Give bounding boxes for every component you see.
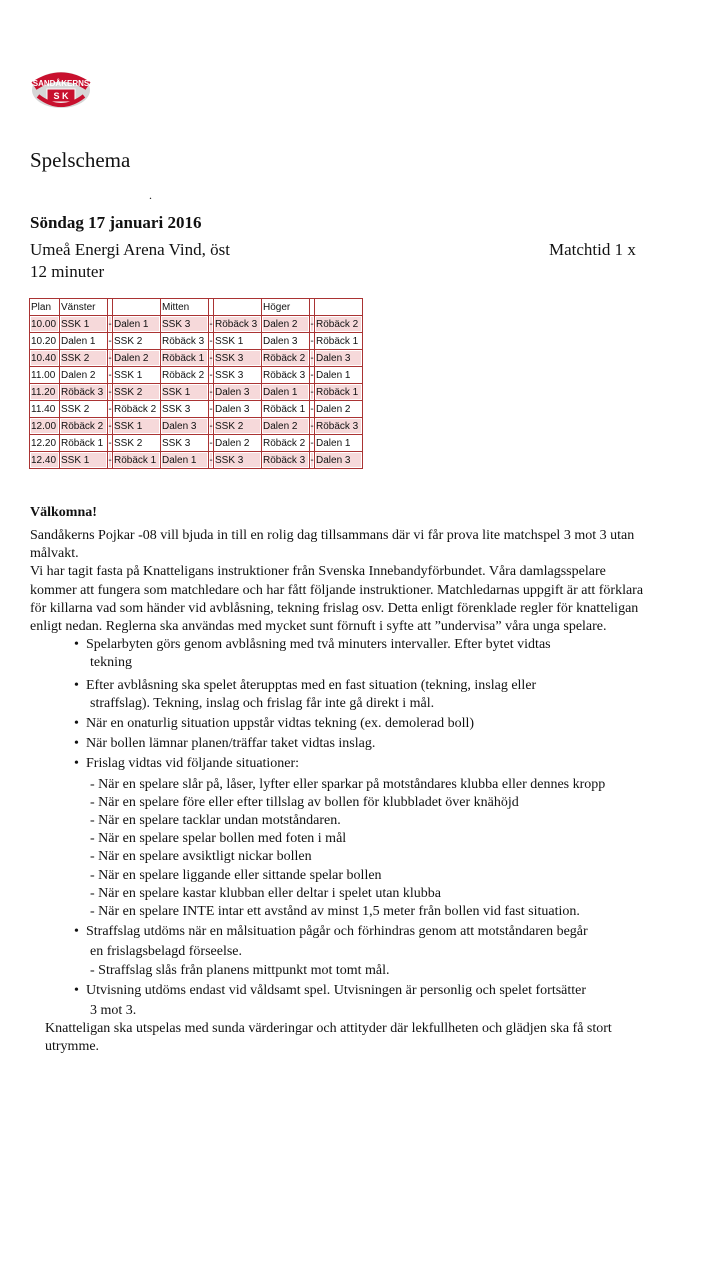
schedule-team-cell: Dalen 2: [262, 316, 310, 333]
schedule-team-cell: Röbäck 2: [60, 418, 108, 435]
schedule-team-cell: SSK 2: [214, 418, 262, 435]
bullet-icon: •: [74, 677, 79, 693]
schedule-dash-cell: -: [108, 367, 113, 384]
schedule-team-cell: Röbäck 1: [60, 435, 108, 452]
schedule-row: [30, 333, 363, 350]
bullet-icon: •: [74, 756, 79, 772]
bullet-icon: •: [74, 736, 79, 752]
schedule-time-cell: 10.40: [30, 350, 60, 367]
schedule-team-cell: SSK 1: [161, 384, 209, 401]
schedule-row: [30, 452, 363, 469]
schedule-team-cell: Dalen 1: [113, 316, 161, 333]
schedule-header-cell: [113, 299, 161, 316]
schedule-team-cell: Röbäck 3: [262, 367, 310, 384]
rules-text: [30, 527, 650, 1057]
schedule-dash-cell: -: [310, 401, 315, 418]
frislag-item: - När en spelare spelar bollen med foten i mål: [90, 831, 347, 847]
rule-item: • Frislag vidtas vid följande situationer: - När en spelare slår på, låser, lyfter eller sparkar på motståndares klubba eller dennes kropp - När en spelare före eller efter tillslag av bollen för klubbladet över knähöjd - När en spelare tacklar undan motståndaren. - När en spelare spelar bollen med foten i mål - När en spelare avsiktligt nickar bollen - När en spelare liggande eller sittande spelar bollen - När en spelare kastar klubban eller deltar i spelet utan klubba - När en spelare INTE intar ett avstånd av minst 1,5 meter från bollen vid fast situation.: [30, 755, 650, 921]
schedule-team-cell: SSK 3: [214, 452, 262, 469]
schedule-dash-cell: -: [108, 435, 113, 452]
schedule-dash-cell: -: [108, 452, 113, 469]
schedule-team-cell: SSK 3: [214, 350, 262, 367]
match-time-minutes: 12 minuter: [30, 262, 105, 281]
schedule-team-cell: Röbäck 3: [161, 333, 209, 350]
frislag-list: [90, 776, 650, 922]
match-time-label: Matchtid 1 x: [549, 240, 636, 259]
schedule-header-cell: Höger: [262, 299, 310, 316]
schedule-dash-cell: -: [209, 367, 214, 384]
schedule-team-cell: SSK 1: [60, 452, 108, 469]
schedule-team-cell: SSK 1: [113, 418, 161, 435]
schedule-header-cell: [214, 299, 262, 316]
schedule-team-cell: Röbäck 1: [262, 401, 310, 418]
rule-item: • Utvisning utdöms endast vid våldsamt spel. Utvisningen är personlig och spelet fortsätter 3 mot 3.: [74, 982, 587, 1019]
schedule-team-cell: Dalen 1: [262, 384, 310, 401]
rule-item: • När bollen lämnar planen/träffar taket vidtas inslag.: [30, 735, 650, 753]
rule-item: • Efter avblåsning ska spelet återupptas med en fast situation (tekning, inslag eller straffslag). Tekning, inslag och frislag får inte gå direkt i mål.: [74, 677, 537, 711]
frislag-item: - När en spelare liggande eller sittande spelar bollen: [90, 867, 382, 883]
schedule-dash-cell: -: [310, 384, 315, 401]
schedule-dash-cell: -: [108, 333, 113, 350]
schedule-team-cell: Röbäck 3: [214, 316, 262, 333]
frislag-item: - När en spelare INTE intar ett avstånd av minst 1,5 meter från bollen vid fast situation.: [90, 904, 580, 920]
schedule-team-cell: Dalen 2: [113, 350, 161, 367]
schedule-row: [30, 401, 363, 418]
schedule-team-cell: SSK 3: [161, 401, 209, 418]
schedule-team-cell: Röbäck 3: [315, 418, 363, 435]
frislag-item: - När en spelare kastar klubban eller deltar i spelet utan klubba: [90, 885, 442, 901]
schedule-dash-cell: -: [310, 333, 315, 350]
bullet-icon: •: [74, 982, 79, 998]
schedule-dash-cell: -: [209, 316, 214, 333]
frislag-item: - När en spelare tacklar undan motståndaren.: [90, 813, 341, 829]
schedule-dash-cell: -: [209, 452, 214, 469]
schedule-dash-cell: -: [209, 333, 214, 350]
frislag-item: - När en spelare avsiktligt nickar bollen: [90, 849, 312, 865]
schedule-dash-cell: -: [209, 401, 214, 418]
schedule-team-cell: Dalen 3: [214, 384, 262, 401]
rule-item: • Straffslag utdöms när en målsituation pågår och förhindras genom att motståndaren begår en frislagsbelagd förseelse. - Straffslag slås från planens mittpunkt mot tomt mål.: [74, 924, 588, 978]
schedule-time-cell: 12.40: [30, 452, 60, 469]
bullet-icon: •: [74, 924, 79, 940]
schedule-team-cell: Dalen 1: [315, 367, 363, 384]
schedule-header-cell: [315, 299, 363, 316]
schedule-team-cell: SSK 2: [60, 350, 108, 367]
schedule-dash-cell: -: [108, 401, 113, 418]
schedule-dash-cell: -: [209, 350, 214, 367]
schedule-team-cell: Röbäck 1: [113, 452, 161, 469]
club-logo: [30, 66, 92, 112]
schedule-team-cell: Dalen 2: [60, 367, 108, 384]
schedule-team-cell: SSK 1: [113, 367, 161, 384]
schedule-team-cell: SSK 2: [113, 384, 161, 401]
schedule-time-cell: 12.20: [30, 435, 60, 452]
schedule-team-cell: SSK 1: [60, 316, 108, 333]
schedule-time-cell: 11.20: [30, 384, 60, 401]
event-date: Söndag 17 januari 2016: [30, 213, 202, 232]
schedule-team-cell: Dalen 2: [315, 401, 363, 418]
schedule-time-cell: 12.00: [30, 418, 60, 435]
schedule-header-cell: Mitten: [161, 299, 209, 316]
schedule-team-cell: Röbäck 1: [161, 350, 209, 367]
schedule-header-row: [30, 299, 363, 316]
frislag-item: - När en spelare slår på, låser, lyfter eller sparkar på motståndares klubba eller dennes kropp: [90, 776, 606, 792]
schedule-team-cell: Röbäck 1: [315, 384, 363, 401]
schedule-team-cell: SSK 2: [113, 435, 161, 452]
frislag-item: - När en spelare före eller efter tillslag av bollen för klubbladet över knähöjd: [90, 794, 519, 810]
rule-item: • Spelarbyten görs genom avblåsning med två minuters intervaller. Efter bytet vidtas tekning: [74, 637, 551, 671]
schedule-team-cell: Röbäck 2: [113, 401, 161, 418]
schedule-team-cell: Dalen 1: [60, 333, 108, 350]
schedule-header-cell: Vänster: [60, 299, 108, 316]
intro-paragraph: Sandåkerns Pojkar -08 vill bjuda in till en rolig dag tillsammans där vi får prova lite matchspel 3 mot 3 utan målvakt.: [30, 528, 635, 562]
bullet-icon: •: [74, 637, 79, 653]
schedule-dash-cell: -: [310, 316, 315, 333]
logo-top-text: SANDÅKERNS: [32, 79, 90, 88]
rules-list: [30, 636, 650, 1020]
schedule-team-cell: SSK 1: [214, 333, 262, 350]
rule-item: • När en onaturlig situation uppstår vidtas tekning (ex. demolerad boll): [30, 715, 650, 733]
schedule-row: [30, 418, 363, 435]
schedule-team-cell: SSK 2: [113, 333, 161, 350]
schedule-dash-cell: -: [108, 350, 113, 367]
schedule-team-cell: SSK 3: [161, 435, 209, 452]
closing-paragraph: Knatteligan ska utspelas med sunda värderingar och attityder där lekfullheten och glädjen ska få stort utrymme.: [45, 1021, 612, 1055]
schedule-team-cell: Dalen 3: [214, 401, 262, 418]
page-title: Spelschema: [30, 148, 131, 172]
schedule-table: [29, 298, 363, 469]
schedule-team-cell: Dalen 3: [262, 333, 310, 350]
schedule-time-cell: 10.00: [30, 316, 60, 333]
schedule-team-cell: Röbäck 2: [315, 316, 363, 333]
schedule-team-cell: Dalen 1: [161, 452, 209, 469]
schedule-team-cell: Dalen 1: [315, 435, 363, 452]
schedule-dash-cell: -: [209, 435, 214, 452]
welcome-heading: Välkomna!: [30, 505, 97, 520]
logo-badge-text: S K: [53, 91, 69, 101]
schedule-time-cell: 11.00: [30, 367, 60, 384]
schedule-row: [30, 367, 363, 384]
schedule-team-cell: SSK 3: [161, 316, 209, 333]
schedule-row: [30, 350, 363, 367]
schedule-team-cell: SSK 2: [60, 401, 108, 418]
schedule-dash-cell: -: [209, 384, 214, 401]
schedule-dash-cell: -: [310, 367, 315, 384]
schedule-time-cell: 11.40: [30, 401, 60, 418]
schedule-dash-cell: -: [108, 316, 113, 333]
schedule-team-cell: Dalen 2: [262, 418, 310, 435]
schedule-row: [30, 316, 363, 333]
schedule-team-cell: Dalen 3: [161, 418, 209, 435]
schedule-row: [30, 435, 363, 452]
schedule-row: [30, 384, 363, 401]
schedule-dash-cell: -: [108, 384, 113, 401]
schedule-header-cell: Plan: [30, 299, 60, 316]
schedule-dash-cell: -: [310, 418, 315, 435]
schedule-team-cell: Röbäck 3: [262, 452, 310, 469]
schedule-team-cell: Röbäck 2: [262, 435, 310, 452]
schedule-team-cell: SSK 3: [214, 367, 262, 384]
schedule-dash-cell: -: [310, 435, 315, 452]
schedule-team-cell: Röbäck 2: [161, 367, 209, 384]
schedule-team-cell: Röbäck 1: [315, 333, 363, 350]
schedule-dash-cell: -: [310, 452, 315, 469]
schedule-team-cell: Dalen 3: [315, 452, 363, 469]
stray-mark: .: [149, 188, 152, 202]
schedule-dash-cell: -: [209, 418, 214, 435]
intro-paragraph: Vi har tagit fasta på Knatteligans instruktioner från Svenska Innebandyförbundet. Våra damlagsspelare kommer att fungera som matchledare och har fått följande instruktioner. Matchledarnas uppgift är att förklara för killarna vad som händer vid avblåsning, tekning frislag osv. Detta enligt förenklade regler för knatteligan enligt nedan. Reglerna ska användas med mycket sunt förnuft i syfte att ”undervisa” våra unga spelare.: [30, 564, 644, 635]
schedule-team-cell: Röbäck 2: [262, 350, 310, 367]
schedule-team-cell: Röbäck 3: [60, 384, 108, 401]
venue: Umeå Energi Arena Vind, öst: [30, 240, 230, 259]
bullet-icon: •: [74, 716, 79, 732]
schedule-time-cell: 10.20: [30, 333, 60, 350]
schedule-team-cell: Dalen 2: [214, 435, 262, 452]
schedule-team-cell: Dalen 3: [315, 350, 363, 367]
schedule-dash-cell: -: [310, 350, 315, 367]
schedule-dash-cell: -: [108, 418, 113, 435]
